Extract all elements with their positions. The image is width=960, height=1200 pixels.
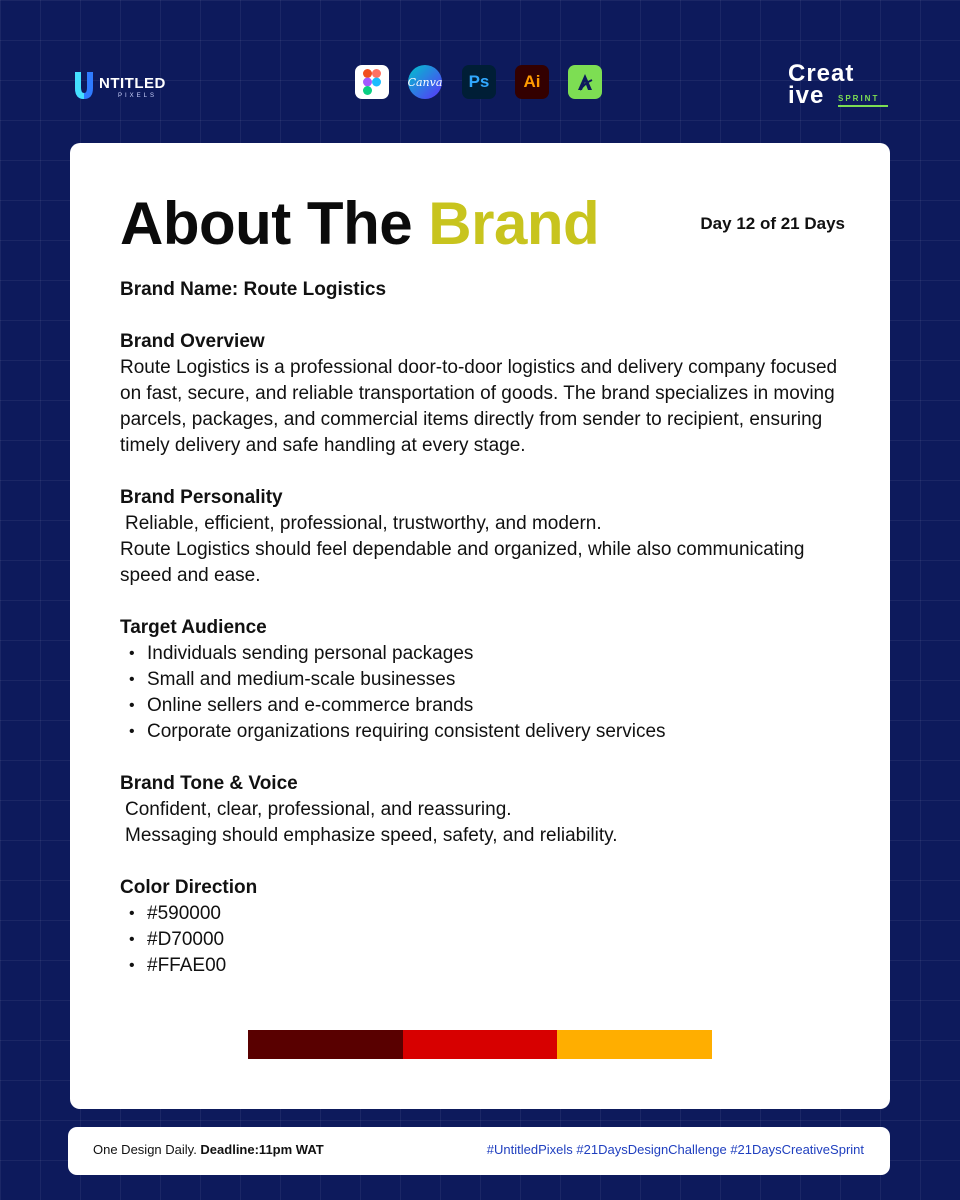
logo-name: NTITLED — [99, 75, 166, 92]
title-accent: Brand — [428, 190, 600, 257]
day-counter: Day 12 of 21 Days — [700, 214, 845, 233]
overview-heading: Brand Overview — [120, 331, 265, 352]
color-swatches — [248, 1030, 712, 1059]
page-title — [120, 189, 599, 259]
list-item: • #D70000 — [147, 927, 850, 953]
swatch-amber — [557, 1030, 712, 1059]
color-heading: Color Direction — [120, 877, 258, 898]
tone-heading: Brand Tone & Voice — [120, 773, 298, 794]
list-item: • Small and medium-scale businesses — [147, 667, 850, 693]
footer-bar — [68, 1127, 890, 1175]
tone-line1: Confident, clear, professional, and reassuring. — [125, 799, 512, 820]
swatch-dark-red — [248, 1030, 403, 1059]
sprint-underline — [838, 105, 888, 107]
illustrator-label: Ai — [523, 72, 541, 91]
overview-text: Route Logistics is a professional door-to-door logistics and delivery company focused on fast, secure, and reliable transportation of goods. The brand specializes in moving parcels, packages, and commercial items directly from sender to recipient, ensuring timely delivery and safe handling at every stage. — [120, 357, 838, 456]
photoshop-label: Ps — [468, 72, 490, 91]
personality-line2: Route Logistics should feel dependable and organized, while also communicating speed and ease. — [120, 539, 805, 586]
list-item: • #FFAE00 — [147, 953, 850, 979]
creative-sprint-line2: ive — [788, 82, 825, 109]
list-item: • Corporate organizations requiring consistent delivery services — [147, 719, 850, 745]
footer-left — [93, 1142, 324, 1157]
canva-label: Canva — [407, 75, 443, 89]
swatch-red — [403, 1030, 558, 1059]
creative-sprint-sprint: SPRINT — [838, 94, 880, 103]
brief-content — [120, 277, 850, 979]
footer-text: One Design Daily. — [93, 1142, 201, 1157]
brand-name: Brand Name: Route Logistics — [120, 279, 387, 300]
list-item: • Individuals sending personal packages — [147, 641, 850, 667]
personality-line1: Reliable, efficient, professional, trustworthy, and modern. — [125, 513, 602, 534]
untitled-pixels-logo — [72, 70, 192, 106]
title-part1: About The — [120, 190, 413, 257]
tone-line2: Messaging should emphasize speed, safety, and reliability. — [125, 825, 618, 846]
list-item: • Online sellers and e-commerce brands — [147, 693, 850, 719]
figma-icon — [355, 65, 389, 99]
creative-sprint-line1: Creat — [788, 60, 855, 87]
canva-icon — [408, 65, 442, 99]
creative-sprint-logo — [786, 62, 890, 110]
audience-heading: Target Audience — [120, 617, 267, 638]
footer-hashtags: #UntitledPixels #21DaysDesignChallenge #21DaysCreativeSprint — [486, 1142, 864, 1157]
personality-heading: Brand Personality — [120, 487, 283, 508]
list-item: • #590000 — [147, 901, 850, 927]
footer-deadline: Deadline:11pm WAT — [200, 1142, 324, 1157]
logo-u-icon — [72, 70, 96, 102]
audience-list — [120, 641, 850, 745]
illustrator-icon — [515, 65, 549, 99]
color-list — [120, 901, 850, 979]
affinity-icon — [568, 65, 602, 99]
brand-brief-card — [70, 143, 890, 1109]
logo-subtitle: PIXELS — [118, 93, 158, 99]
photoshop-icon — [462, 65, 496, 99]
